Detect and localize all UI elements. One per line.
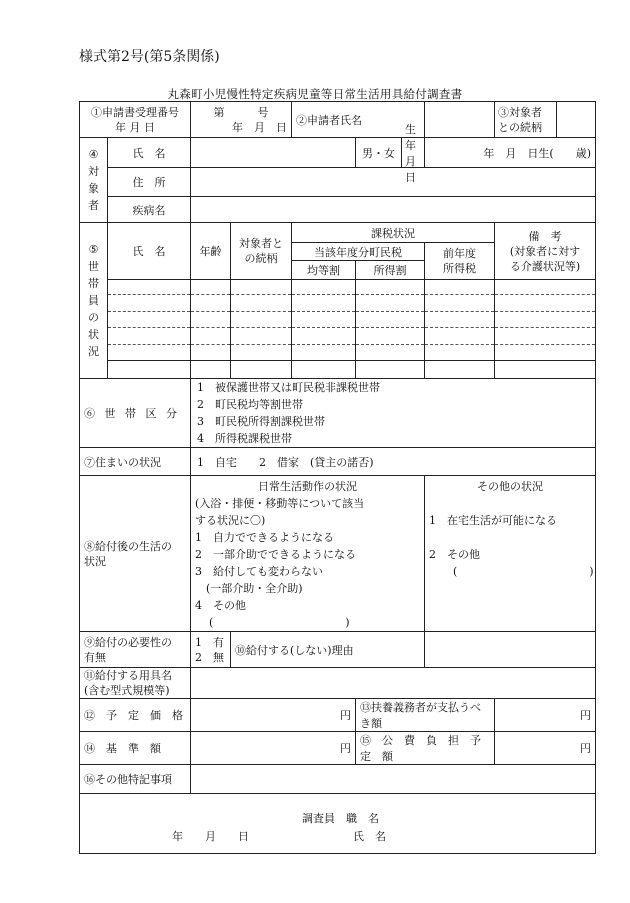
subject-sex-cell[interactable] bbox=[356, 122, 425, 184]
notes-label: ⑯その他特記事項 bbox=[80, 765, 191, 794]
prev-year-tax-header: 前年度 所得税 bbox=[425, 243, 495, 280]
receipt-number-field[interactable]: 第 号 年 月 日 bbox=[191, 102, 292, 138]
necessity-row bbox=[80, 632, 596, 668]
relation-field[interactable] bbox=[557, 102, 595, 137]
household-member-row bbox=[80, 312, 596, 328]
household-relation-header: 対象者と の続柄 bbox=[231, 223, 292, 280]
daily-activity-title: 日常生活動作の状況 bbox=[258, 480, 357, 493]
household-category-options bbox=[191, 379, 596, 448]
life-status-label: ⑧給付後の生活の 状況 bbox=[80, 476, 191, 632]
household-category-label: ⑥ 世 帯 区 分 bbox=[80, 379, 191, 448]
current-year-tax-header: 当該年度分町民税 bbox=[292, 243, 425, 261]
birth-date-label: 生年月日 bbox=[405, 122, 416, 184]
income-levy-header: 所得割 bbox=[356, 261, 425, 280]
birth-date-field[interactable]: 年 月 日生( 歳) bbox=[425, 138, 596, 168]
other-option[interactable]: 2 その他 bbox=[429, 548, 480, 561]
support-payment-label: ⑬扶養義務者が支払うべき額 bbox=[356, 699, 495, 732]
support-payment-field[interactable]: 円 bbox=[495, 699, 596, 732]
investigator-row bbox=[80, 794, 596, 854]
investigator-name[interactable]: 氏 名 bbox=[353, 830, 386, 843]
household-member-row bbox=[80, 345, 596, 361]
equipment-row bbox=[80, 668, 596, 699]
notes-row bbox=[80, 765, 596, 794]
category-option[interactable]: 3 町民税所得割課税世帯 bbox=[197, 415, 325, 428]
other-status bbox=[425, 476, 596, 632]
remarks-header: 備 考 (対象者に対す る介護状況等) bbox=[495, 223, 596, 280]
subject-side-label: ④ 対 象 者 bbox=[80, 138, 108, 223]
household-category-row bbox=[80, 379, 596, 448]
reason-field[interactable] bbox=[425, 632, 596, 668]
form-id: 様式第2号(第5条関係) bbox=[79, 49, 220, 65]
planned-price-label: ⑫ 予 定 価 格 bbox=[80, 699, 191, 732]
category-option[interactable]: 1 被保護世帯又は町民税非課税世帯 bbox=[197, 381, 380, 394]
household-member-row bbox=[80, 280, 596, 295]
household-name-header: 氏 名 bbox=[108, 223, 191, 280]
other-field[interactable]: ( ) bbox=[453, 565, 594, 578]
other-status-title: その他の状況 bbox=[477, 480, 543, 493]
document-title: 丸森町小児慢性特定疾病児童等日常生活用具給付調査書 bbox=[167, 87, 463, 101]
daily-option[interactable]: 3 給付しても変わらない bbox=[195, 565, 323, 578]
subject-disease-label: 疾病名 bbox=[108, 197, 191, 223]
household-side-label: ⑤ 世 帯 員 の 状 況 bbox=[80, 223, 108, 379]
subject-address-field[interactable] bbox=[191, 168, 596, 197]
subject-address-label: 住 所 bbox=[108, 168, 191, 197]
standard-amount-field[interactable]: 円 bbox=[191, 732, 356, 765]
subject-name-label: 氏 名 bbox=[108, 138, 191, 168]
tax-status-header: 課税状況 bbox=[292, 223, 495, 243]
daily-option[interactable]: 4 その他 bbox=[195, 599, 246, 612]
investigation-date[interactable]: 年 月 日 bbox=[172, 830, 249, 843]
receipt-row bbox=[80, 102, 596, 138]
housing-options[interactable]: 1 自宅 2 借家 (貸主の諾否) bbox=[191, 448, 596, 476]
category-option[interactable]: 4 所得税課税世帯 bbox=[197, 432, 292, 445]
relation-label: ③対象者 との続柄 bbox=[495, 102, 557, 137]
household-member-row bbox=[80, 328, 596, 345]
daily-option[interactable]: 2 一部介助でできるようになる bbox=[195, 548, 356, 561]
household-member-row bbox=[80, 361, 596, 379]
housing-label: ⑦住まいの状況 bbox=[80, 448, 191, 476]
relation-cell[interactable] bbox=[495, 102, 596, 138]
daily-activity-status: 日常生活動作の状況 (入浴・排便・移動等について該当 する状況に〇) 1 自力でできるようになる 2 一部介助でできるようになる 3 給付しても変わらない (一部介助・全介助) 4 その他 ( ) bbox=[191, 476, 425, 632]
necessity-yes[interactable]: 1 有 bbox=[195, 635, 224, 649]
price-row bbox=[80, 699, 596, 732]
planned-price-field[interactable]: 円 bbox=[191, 699, 356, 732]
investigator-cell bbox=[80, 794, 596, 854]
equipment-label: ⑪給付する用具名 (含む型式規模等) bbox=[80, 668, 191, 699]
subject-disease-row bbox=[80, 197, 596, 223]
applicant-name-field[interactable] bbox=[425, 102, 495, 138]
necessity-options bbox=[191, 632, 231, 668]
notes-field[interactable] bbox=[191, 765, 596, 794]
household-header-row-1 bbox=[80, 223, 596, 243]
public-burden-field[interactable]: 円 bbox=[495, 732, 596, 765]
per-capita-header: 均等割 bbox=[292, 261, 356, 280]
subject-disease-field[interactable] bbox=[191, 197, 596, 223]
standard-row bbox=[80, 732, 596, 765]
daily-other-field[interactable]: ( ) bbox=[209, 616, 350, 629]
other-option[interactable]: 1 在宅生活が可能になる bbox=[429, 514, 557, 527]
reason-label: ⑩給付する(しない)理由 bbox=[231, 632, 425, 668]
necessity-no[interactable]: 2 無 bbox=[195, 650, 224, 664]
household-member-row bbox=[80, 295, 596, 312]
household-age-header: 年齢 bbox=[191, 223, 231, 280]
subject-name-field[interactable] bbox=[191, 138, 356, 168]
receipt-number-label: ①申請書受理番号 年 月 日 bbox=[80, 102, 191, 138]
housing-row bbox=[80, 448, 596, 476]
life-status-row bbox=[80, 476, 596, 632]
equipment-field[interactable] bbox=[191, 668, 596, 699]
subject-sex[interactable]: 男・女 bbox=[356, 138, 402, 167]
investigator-title: 調査員 職 名 bbox=[302, 812, 379, 825]
subject-address-row bbox=[80, 168, 596, 197]
public-burden-label: ⑮ 公 費 負 担 予 定 額 bbox=[356, 732, 495, 765]
necessity-label: ⑨給付の必要性の 有無 bbox=[80, 632, 191, 668]
category-option[interactable]: 2 町民税均等割世帯 bbox=[197, 398, 303, 411]
survey-form-table bbox=[79, 101, 596, 854]
subject-name-row bbox=[80, 138, 596, 168]
applicant-name-label: ②申請者氏名 bbox=[292, 102, 425, 138]
daily-option[interactable]: 1 自力でできるようになる bbox=[195, 531, 334, 544]
standard-amount-label: ⑭ 基 準 額 bbox=[80, 732, 191, 765]
